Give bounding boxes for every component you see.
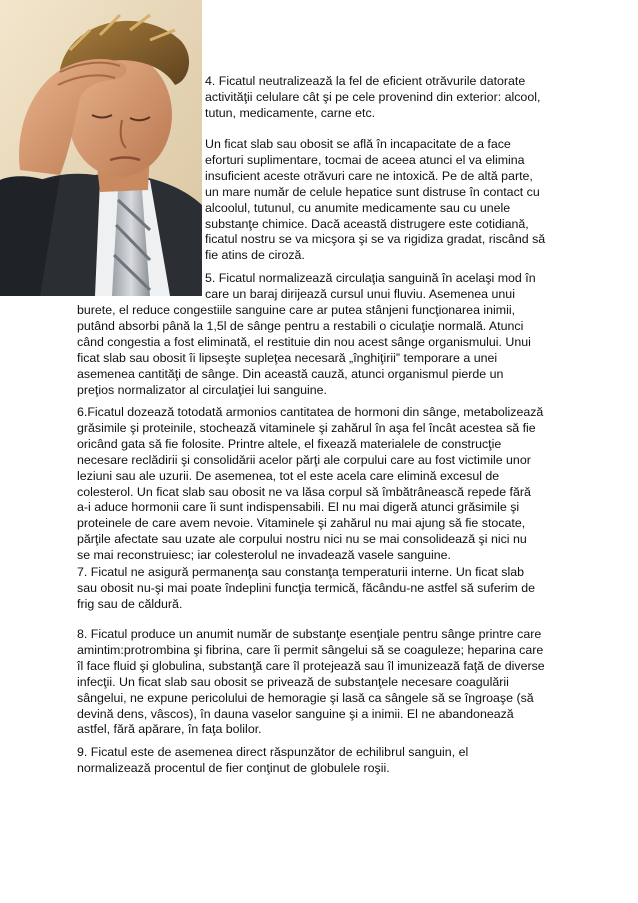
- tired-man-photo: [0, 0, 202, 296]
- paragraph-point-5: [77, 303, 563, 398]
- text-line: burete, el reduce congestiile sanguine care ar putea stânjeni funcţionarea inimii,: [77, 303, 516, 317]
- text-line: eforturi suplimentare, tocmai de aceea atunci el va elimina: [205, 152, 525, 167]
- text-line: normalizează procentul de fier conţinut de globulele roşii.: [77, 760, 390, 775]
- text-line: 5. Ficatul normalizează circulaţia sanguină în acelaşi mod în: [205, 271, 536, 285]
- text-line: ficat slab sau obosit îi lipseşte supleţea necesară „înghiţirii” temporare a unei: [77, 350, 498, 365]
- text-line: necesare reclădirii şi consolidării acelor părţi ale corpului care au fost victimile unor: [77, 452, 531, 467]
- text-line: infecţii. Un ficat slab sau obosit se privează de substanţele necesare coagulării: [77, 674, 509, 689]
- paragraph-point-4: [205, 74, 565, 122]
- text-line: 6.Ficatul dozează totodată armonios cantitatea de hormoni din sânge, metabolizează: [77, 405, 544, 419]
- text-line: grăsimile şi proteinile, stochează vitaminele şi zahărul în aşa fel încât acestea să fie: [77, 420, 536, 435]
- text-line: amintim:protrombina şi fibrina, care îi permit sângelui să se coaguleze; heparina care: [77, 642, 544, 657]
- text-line: 9. Ficatul este de asemenea direct răspunzător de echilibrul sanguin, el: [77, 745, 469, 759]
- text-line: 8. Ficatul produce un anumit număr de substanţe esenţiale pentru sânge printre care: [77, 627, 542, 641]
- text-line: alcoolul, tutunul, cu anumite medicamente sau cu unele: [205, 200, 511, 215]
- paragraph-point-7: [77, 565, 563, 613]
- text-line: a-i aduce hormonii care îi sunt indispensabili. El nu mai digeră atunci grăsimile şi: [77, 500, 520, 515]
- text-line: îl face fluid şi globulina, substanţă care îl protejează sau îl imunizează faţă de diverse: [77, 658, 545, 673]
- paragraph-point-6: [77, 405, 563, 564]
- text-line: Un ficat slab sau obosit se află în incapacitate de a face: [205, 137, 511, 151]
- text-line: activităţii celulare cât şi pe cele provenind din exterior: alcool,: [205, 89, 541, 104]
- text-line: tutun, medicamente, carne etc.: [205, 105, 376, 120]
- text-line: colesterol. Un ficat slab sau obosit ne va lăsa corpul să îmbătrânească repede fără: [77, 484, 531, 499]
- text-line: care un baraj dirijează cursul unui fluviu. Asemenea unui: [205, 286, 515, 301]
- text-line: se mai reconstruiesc; iar colesterolul ne invadează vasele sanguine.: [77, 548, 451, 563]
- text-line: preţios normalizator al circulaţiei lui sanguine.: [77, 382, 327, 397]
- text-line: sau obosit nu-şi mai poate îndeplini funcţia termică, făcându-ne astfel să suferim de: [77, 580, 536, 595]
- text-line: devină dens, vâscos), în dauna vaselor sanguine şi a inimii. El ne abandonează: [77, 706, 514, 721]
- text-line: proteinele de care avem nevoie. Vitaminele şi zahărul nu mai ajung să fie stocate,: [77, 516, 526, 531]
- text-line: un mare număr de celule hepatice sunt distruse în contact cu: [205, 184, 540, 199]
- text-line: astfel, fără apărare, în faţa bolilor.: [77, 722, 262, 737]
- text-line: părţile afectate sau uzate ale corpului nostru nici nu se mai consolidează şi nici nu: [77, 532, 527, 547]
- paragraph-point-5-intro: [205, 271, 565, 303]
- text-line: oricând gata să fie folosite. Printre altele, el fixează materialele de construcţie: [77, 436, 502, 451]
- text-line: sângelui, ne expune pericolului de hemoragie şi lasă ca sângele să se îngroaşe (să: [77, 690, 534, 705]
- paragraph-point-9: [77, 745, 563, 777]
- text-line: când congestia a fost eliminată, el restituie din nou acest sânge organismului. Unui: [77, 334, 531, 349]
- text-line: ficatul nostru se va micşora şi se va rigidiza gradat, riscând să: [205, 232, 546, 247]
- text-line: fie atins de ciroză.: [205, 248, 305, 263]
- text-line: frig sau de căldură.: [77, 596, 183, 611]
- paragraph-point-8: [77, 627, 563, 738]
- text-line: asemenea cantităţi de sânge. Din această cauză, atunci organismul pierde un: [77, 366, 504, 381]
- text-line: 4. Ficatul neutralizează la fel de eficient otrăvurile datorate: [205, 74, 526, 88]
- text-line: 7. Ficatul ne asigură permanenţa sau constanţa temperaturii interne. Un ficat slab: [77, 565, 524, 579]
- paragraph-weak-liver-toxins: [205, 137, 565, 264]
- text-line: leziuni sau ale uzurii. De asemenea, tot el este acela care elimină excesul de: [77, 468, 500, 483]
- text-line: substanţe chimice. Dacă această distrugere este cotidiană,: [205, 216, 529, 231]
- text-line: putând absorbi până la 1,5l de sânge pentru a restabili o ciculaţie normală. Atunci: [77, 318, 524, 333]
- text-line: insuficient aceste otrăvuri care ne intoxică. Pe de altă parte,: [205, 168, 533, 183]
